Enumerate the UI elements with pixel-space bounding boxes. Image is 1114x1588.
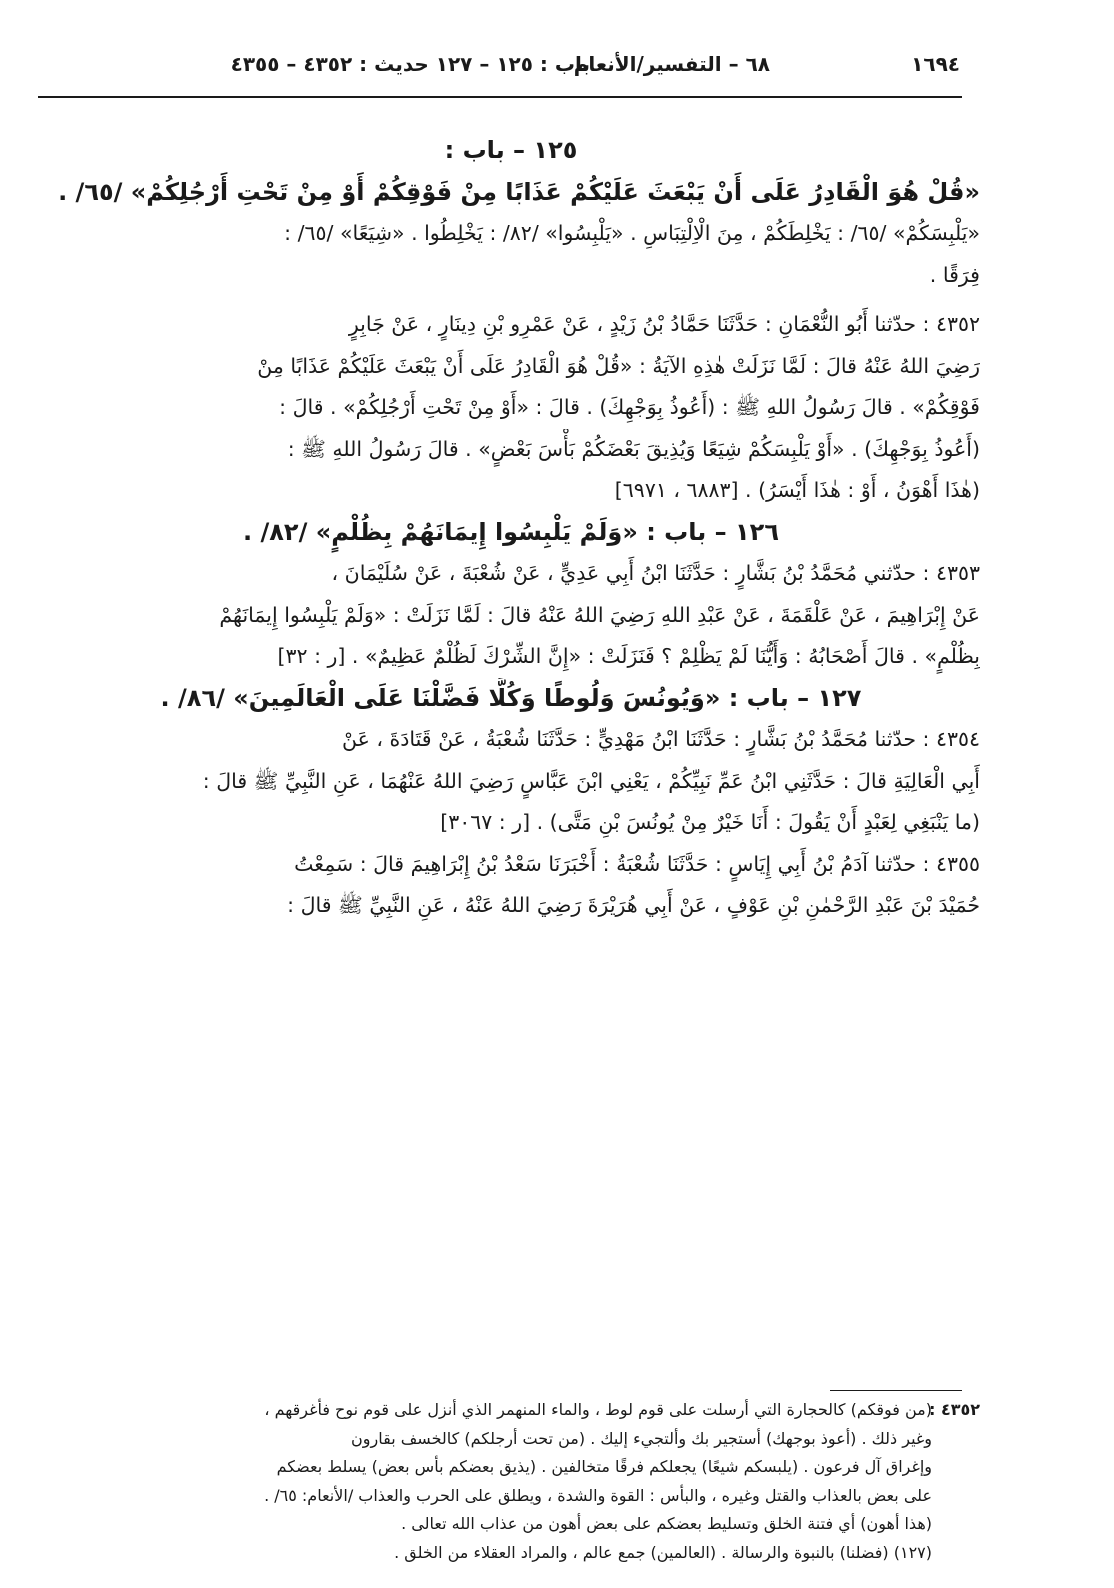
hadith-4352-line: (أَعُوذُ بِوَجْهِكَ) . «أَوْ يَلْبِسَكُمْ شِيَعًا وَيُذِيقَ بَعْضَكُمْ بَأْسَ بَعْضٍ» . قالَ رَسُولُ اللهِ ﷺ : bbox=[287, 436, 980, 461]
hadith-4353-line: بِظُلْمٍ» . قالَ أَصْحَابُهُ : وَأَيُّنَا لَمْ يَظْلِمْ ؟ فَنَزَلَتْ : «إِنَّ الشِّرْكَ لَظُلْمٌ عَظِيمٌ» . [ر : ٣٢] bbox=[277, 644, 980, 668]
footnote-line: (هذا أهون) أي فتنة الخلق وتسليط بعضكم على بعض أهون من عذاب الله تعالى . bbox=[401, 1514, 932, 1533]
hadith-4354-line: (ما يَنْبَغِي لِعَبْدٍ أَنْ يَقُولَ : أَنَا خَيْرٌ مِنْ يُونُسَ بْنِ مَتَّى) . [ر : ٣٠٦٧] bbox=[440, 810, 980, 834]
chapter-heading-127: ١٢٧ – باب : «وَيُونُسَ وَلُوطًا وَكُلًّا فَضَّلْنَا عَلَى الْعَالَمِينَ» /٨٦/ . bbox=[160, 683, 862, 712]
hadith-4352-line: رَضِيَ اللهُ عَنْهُ قالَ : لَمَّا نَزَلَتْ هٰذِهِ الآيَةُ : «قُلْ هُوَ الْقَادِرُ عَلَى أَنْ يَبْعَثَ عَلَيْكُمْ عَذَابًا مِنْ bbox=[257, 353, 980, 378]
chapter-heading-125: ١٢٥ – باب : bbox=[444, 136, 578, 164]
hadith-4353-line: ٤٣٥٣ : حدّثني مُحَمَّدُ بْنُ بَشَّارٍ : حَدَّثَنَا ابْنُ أَبِي عَدِيٍّ ، عَنْ شُعْبَةَ ، عَنْ سُلَيْمَانَ ، bbox=[331, 561, 980, 585]
page-number: ١٦٩٤ bbox=[911, 52, 960, 76]
footnotes bbox=[42, 1396, 980, 1567]
text-line: «يَلْبِسَكُمْ» /٦٥/ : يَخْلِطَكُمْ ، مِنَ الْاِلْتِبَاسِ . «يَلْبِسُوا» /٨٢/ : يَخْلِطُوا . «شِيَعًا» /٦٥/ : bbox=[284, 221, 980, 245]
page-body bbox=[42, 130, 980, 927]
hadith-4355-line: ٤٣٥٥ : حدّثنا آدَمُ بْنُ أَبِي إِيَاسٍ : حَدَّثَنَا شُعْبَةُ : أَخْبَرَنَا سَعْدُ بْنُ إِبْرَاهِيمَ قالَ : سَمِعْتُ bbox=[294, 851, 980, 876]
hadith-4352-line: ٤٣٥٢ : حدّثنا أَبُو النُّعْمَانِ : حَدَّثَنَا حَمَّادُ بْنُ زَيْدٍ ، عَنْ عَمْرِو بْنِ دِينَارٍ ، عَنْ جَابِرٍ bbox=[348, 312, 980, 336]
hadith-4354-line: ٤٣٥٤ : حدّثنا مُحَمَّدُ بْنُ بَشَّارٍ : حَدَّثَنَا ابْنُ مَهْدِيٍّ : حَدَّثَنَا شُعْبَةُ ، عَنْ قَتَادَةَ ، عَنْ bbox=[341, 727, 980, 751]
page-header bbox=[40, 52, 960, 92]
verse-heading-125: «قُلْ هُوَ الْقَادِرُ عَلَى أَنْ يَبْعَثَ عَلَيْكُمْ عَذَابًا مِنْ فَوْقِكُمْ أَوْ مِنْ تَحْتِ أَرْجُلِكُمْ» /٦٥/ . bbox=[58, 177, 980, 206]
footnote-number: ٤٣٥٢ : bbox=[928, 1400, 980, 1419]
hadith-4354-line: أَبِي الْعَالِيَةِ قالَ : حَدَّثَنِي ابْنُ عَمِّ نَبِيِّكُمْ ، يَعْنِي ابْنَ عَبَّاسٍ رَضِيَ اللهُ عَنْهُمَا ، عَنِ النَّبِيِّ ﷺ قالَ : bbox=[202, 768, 980, 793]
footnote-line: وغير ذلك . (أعوذ بوجهك) أستجير بك وألتجيء إليك . (من تحت أرجلكم) كالخسف بقارون bbox=[351, 1428, 932, 1448]
hadith-4352-line: (هٰذَا أَهْوَنُ ، أَوْ : هٰذَا أَيْسَرُ) . [٦٨٨٣ ، ٦٩٧١] bbox=[614, 478, 980, 502]
hadith-4353-line: عَنْ إِبْرَاهِيمَ ، عَنْ عَلْقَمَةَ ، عَنْ عَبْدِ اللهِ رَضِيَ اللهُ عَنْهُ قالَ : لَمَّا نَزَلَتْ : «وَلَمْ يَلْبِسُوا إِيمَانَهُمْ bbox=[219, 602, 980, 627]
section-range: باب : ١٢٥ – ١٢٧ حديث : ٤٣٥٢ – ٤٣٥٥ bbox=[230, 52, 590, 76]
text-line: فِرَقًا . bbox=[929, 262, 980, 287]
footnote-line: وإغراق آل فرعون . (يلبسكم شيعًا) يجعلكم فرقًا متخالفين . (يذيق بعضكم بأس بعض) يسلط بعضكم bbox=[276, 1457, 932, 1476]
footnote-line: (١٢٧) (فضلنا) بالنبوة والرسالة . (العالمين) جمع عالم ، والمراد العقلاء من الخلق . bbox=[394, 1542, 932, 1562]
hadith-4355-line: حُمَيْدَ بْنَ عَبْدِ الرَّحْمٰنِ بْنِ عَوْفٍ ، عَنْ أَبِي هُرَيْرَةَ رَضِيَ اللهُ عَنْهُ ، عَنِ النَّبِيِّ ﷺ قالَ : bbox=[287, 893, 980, 917]
footnote-rule bbox=[830, 1390, 962, 1391]
chapter-heading-126: ١٢٦ – باب : «وَلَمْ يَلْبِسُوا إِيمَانَهُمْ بِظُلْمٍ» /٨٢/ . bbox=[243, 517, 779, 546]
hadith-4352-line: فَوْقِكُمْ» . قالَ رَسُولُ اللهِ ﷺ : (أَعُوذُ بِوَجْهِكَ) . قالَ : «أَوْ مِنْ تَحْتِ أَرْجُلِكُمْ» . قالَ : bbox=[279, 395, 980, 419]
book-chapter: ٦٨ – التفسير/الأنعام bbox=[573, 52, 770, 76]
footnote-line: على بعض بالعذاب والقتل وغيره ، والبأس : القوة والشدة ، ويطلق على الحرب والعذاب /الأنعام: ٦٥/ . bbox=[264, 1485, 932, 1505]
header-rule bbox=[38, 96, 962, 98]
footnote-line: (من فوقكم) كالحجارة التي أرسلت على قوم لوط ، والماء المنهمر الذي أنزل على قوم نوح فأغرقهم ، bbox=[264, 1400, 932, 1419]
